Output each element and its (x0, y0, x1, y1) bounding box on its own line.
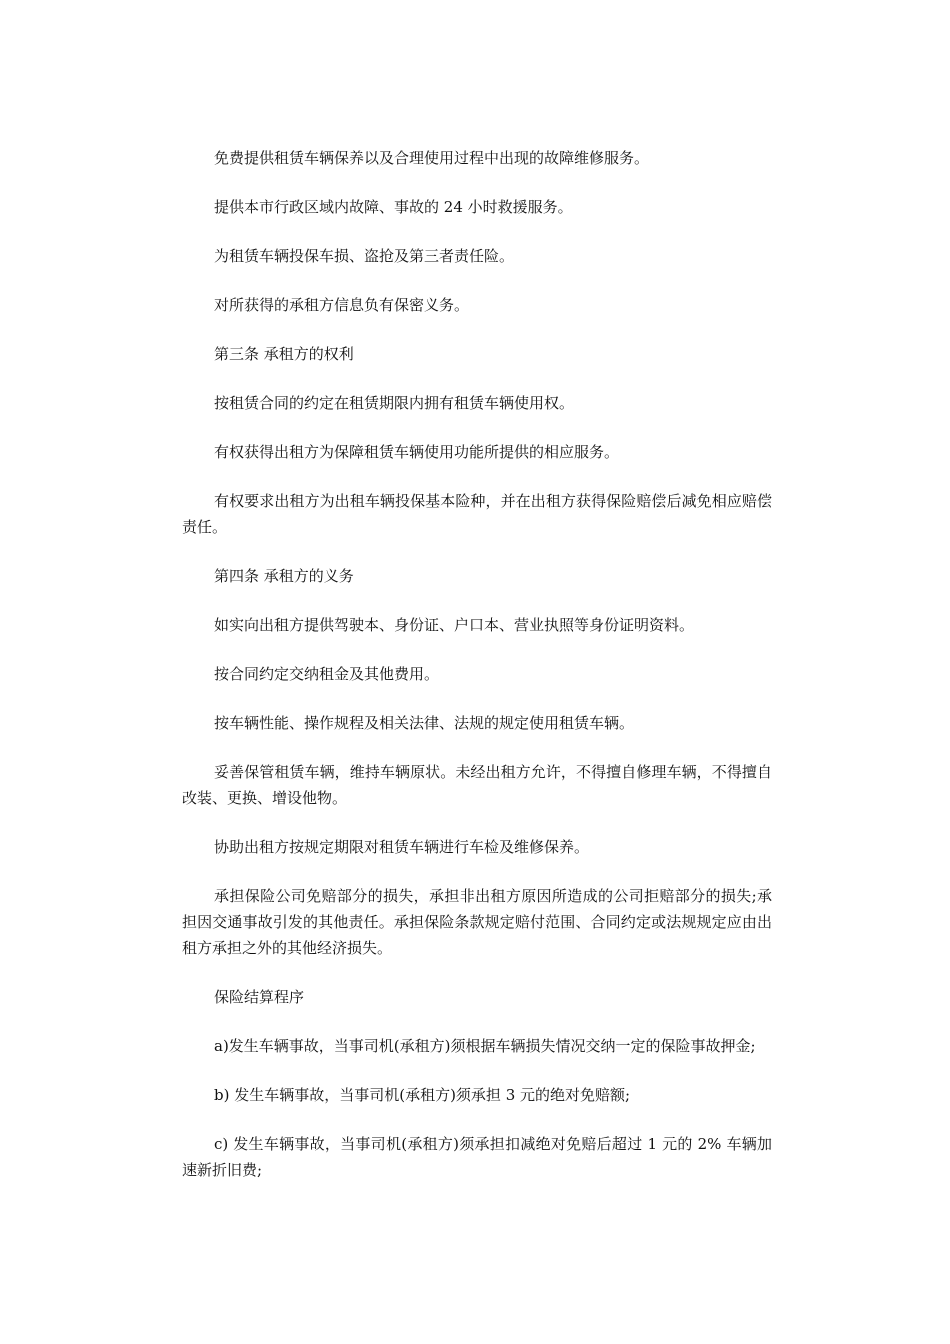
list-item: b) 发生车辆事故，当事司机(承租方)须承担 3 元的绝对免赔额; (214, 1086, 631, 1104)
paragraph: 如实向出租方提供驾驶本、身份证、户口本、营业执照等身份证明资料。 (214, 616, 695, 634)
list-item: a)发生车辆事故，当事司机(承租方)须根据车辆损失情况交纳一定的保险事故押金; (214, 1037, 756, 1055)
paragraph: 按合同约定交纳租金及其他费用。 (214, 665, 440, 683)
document-body (182, 145, 772, 1206)
paragraph: 对所获得的承租方信息负有保密义务。 (214, 296, 470, 314)
paragraph: 提供本市行政区域内故障、事故的 24 小时救援服务。 (214, 198, 573, 216)
section-heading: 第四条 承租方的义务 (214, 567, 354, 585)
paragraph: 免费提供租赁车辆保养以及合理使用过程中出现的故障维修服务。 (214, 149, 650, 167)
section-heading: 保险结算程序 (214, 988, 305, 1006)
paragraph: 有权获得出租方为保障租赁车辆使用功能所提供的相应服务。 (214, 443, 620, 461)
paragraph: 有权要求出租方为出租车辆投保基本险种，并在出租方获得保险赔偿后减免相应赔偿责任。 (182, 492, 772, 536)
paragraph: 按车辆性能、操作规程及相关法律、法规的规定使用租赁车辆。 (214, 714, 635, 732)
list-item: c) 发生车辆事故，当事司机(承租方)须承担扣减绝对免赔后超过 1 元的 2% 车辆加速新折旧费; (182, 1135, 772, 1179)
section-heading: 第三条 承租方的权利 (214, 345, 354, 363)
paragraph: 妥善保管租赁车辆，维持车辆原状。未经出租方允许，不得擅自修理车辆，不得擅自改装、更换、增设他物。 (182, 763, 772, 807)
paragraph: 按租赁合同的约定在租赁期限内拥有租赁车辆使用权。 (214, 394, 575, 412)
paragraph: 承担保险公司免赔部分的损失，承担非出租方原因所造成的公司拒赔部分的损失;承担因交通事故引发的其他责任。承担保险条款规定赔付范围、合同约定或法规规定应由出租方承担之外的其他经济损失。 (182, 887, 772, 957)
paragraph: 协助出租方按规定期限对租赁车辆进行车检及维修保养。 (214, 838, 590, 856)
paragraph: 为租赁车辆投保车损、盗抢及第三者责任险。 (214, 247, 515, 265)
